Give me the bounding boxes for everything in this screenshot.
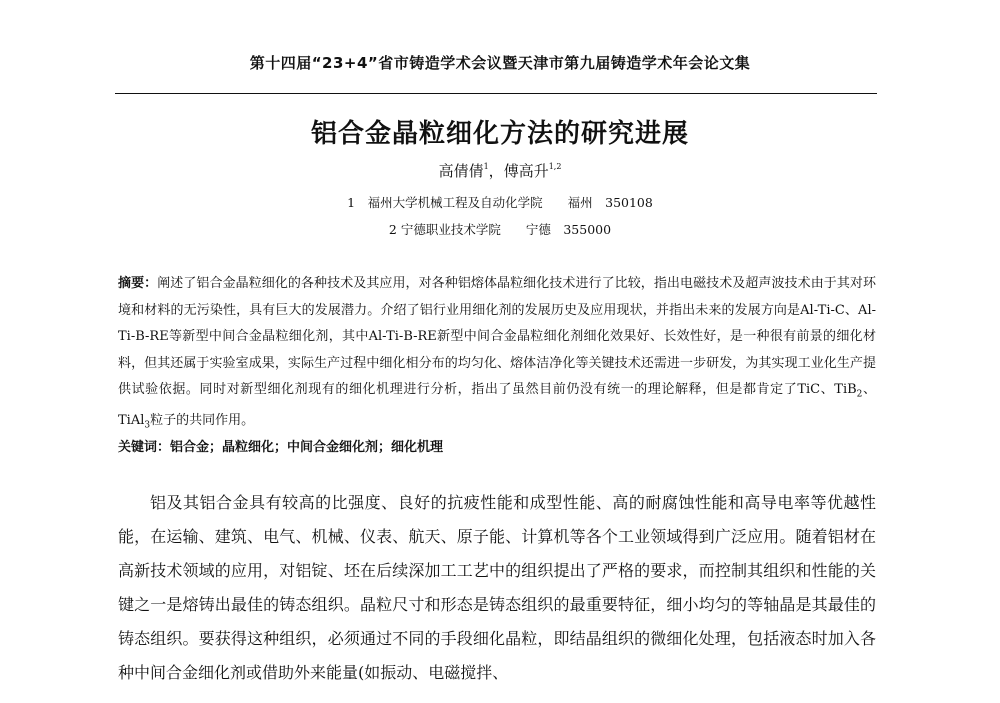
proceedings-header: 第十四届“23+4”省市铸造学术会议暨天津市第九届铸造学术年会论文集: [249, 54, 751, 72]
abstract-text: 、TiAl: [118, 382, 876, 429]
abstract: [118, 271, 876, 439]
author-line: [0, 160, 1000, 181]
author-name: 高倩倩: [438, 162, 484, 180]
affiliation-1: 1 福州大学机械工程及自动化学院 福州 350108: [347, 195, 653, 210]
author-name: 傅高升: [503, 162, 549, 180]
keywords: 关键词：铝合金；晶粒细化；中间合金细化剂；细化机理: [118, 440, 444, 455]
abstract-label: 摘要：: [118, 276, 158, 291]
abstract-text: 阐述了铝合金晶粒细化的各种技术及其应用，对各种铝熔体晶粒细化技术进行了比较，指出电磁技术及超声波技术由于其对环境和材料的无污染性，具有巨大的发展潜力。介绍了铝行业用细化剂的发展历史及应用现状，并指出未来的发展方向是Al-Ti-C、Al-Ti-B-RE等新型中间合金晶粒细化剂，其中Al-Ti-B-RE新型中间合金晶粒细化剂细化效果好、长效性好，是一种很有前景的细化材料，但其还属于实验室成果，实际生产过程中细化相分布的均匀化、熔体洁净化等关键技术还需进一步研发，为其实现工业化生产提供试验依据。同时对新型细化剂现有的细化机理进行分析，指出了虽然目前仍没有统一的理论解释，但是都肯定了TiC、TiB: [118, 276, 876, 397]
author-superscript: 1,2: [548, 162, 562, 171]
affiliation-2: 2 宁德职业技术学院 宁德 355000: [388, 222, 612, 237]
subscript: 3: [144, 420, 151, 431]
author-separator: ，: [488, 162, 504, 180]
paper-title: 铝合金晶粒细化方法的研究进展: [310, 119, 689, 149]
subscript: 2: [856, 389, 863, 400]
body-paragraph: 铝及其铝合金具有较高的比强度、良好的抗疲性能和成型性能、高的耐腐蚀性能和高导电率等优越性能，在运输、建筑、电气、机械、仪表、航天、原子能、计算机等各个工业领域得到广泛应用。随着铝材在高新技术领域的应用，对铝锭、坯在后续深加工工艺中的组织提出了严格的要求，而控制其组织和性能的关键之一是熔铸出最佳的铸态组织。晶粒尺寸和形态是铸态组织的最重要特征，细小均匀的等轴晶是其最佳的铸态组织。要获得这种组织，必须通过不同的手段细化晶粒，即结晶组织的微细化处理，包括液态时加入各种中间合金细化剂或借助外来能量(如振动、电磁搅拌、: [118, 493, 876, 682]
author-superscript: 1: [483, 162, 489, 171]
abstract-text: 粒子的共同作用。: [150, 413, 255, 429]
header-rule: [115, 93, 877, 94]
